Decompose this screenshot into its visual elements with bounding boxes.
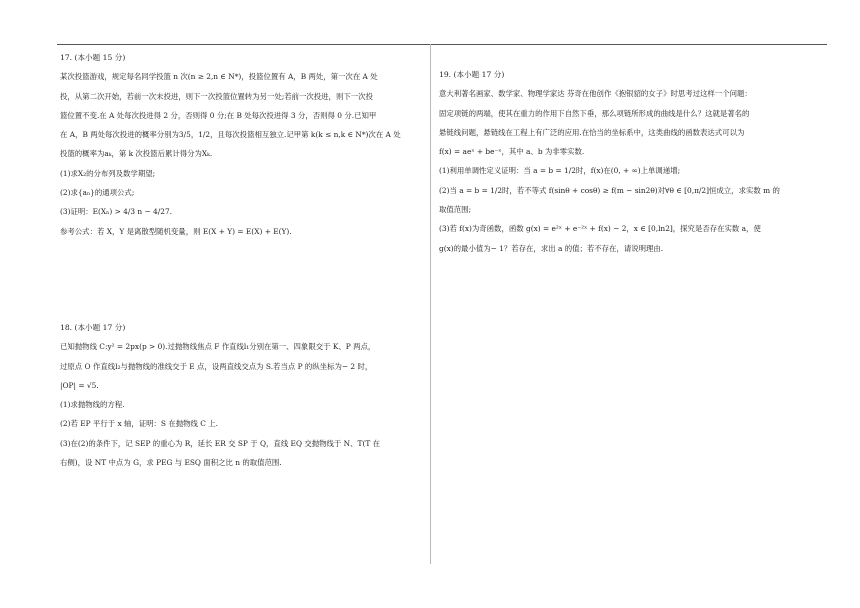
- question-18-part-2: (2)若 EP 平行于 x 轴，证明：S 在抛物线 C 上.: [60, 419, 218, 429]
- question-17-line: 某次投篮游戏，规定每名同学投篮 n 次(n ≥ 2,n ∈ N*)，投篮位置有 A，B 两处，第一次在 A 处: [60, 72, 378, 82]
- question-18-part-3: (3)在(2)的条件下，记 SEP 的重心为 R，延长 ER 交 SP 于 Q，直线 EQ 交抛物线于 N、T(T 在: [60, 438, 381, 448]
- question-18-header: 18. (本小题 17 分): [60, 322, 126, 332]
- question-17-part-2: (2)求{aₙ}的通项公式;: [60, 188, 135, 198]
- spacer: [60, 241, 422, 318]
- question-17-part-3: (3)证明：E(Xₙ) > 4/3 n − 4/27.: [60, 207, 172, 217]
- question-17: [60, 48, 422, 241]
- question-19-line: 意大利著名画家、数学家、物理学家达 芬奇在他创作《抱银貂的女子》时思考过这样一个问题：: [439, 89, 752, 99]
- question-19-line: f(x) = aeˣ + be⁻ˣ，其中 a、b 为非零实数.: [439, 147, 585, 157]
- question-18-line: 过原点 O 作直线l₂与抛物线的准线交于 E 点，设两直线交点为 S.若当点 P 的纵坐标为− 2 时，: [60, 361, 373, 371]
- question-18: [60, 318, 422, 472]
- question-17-part-1: (1)求X₂的分布列及数学期望;: [60, 168, 156, 178]
- right-column: [439, 48, 803, 258]
- question-17-line: 投，从第二次开始，若前一次未投进，则下一次投篮位置转为另一处;若前一次投进，则下一次投: [60, 91, 373, 101]
- question-19: [439, 65, 803, 258]
- question-19-line: 悬链线问题，悬链线在工程上有广泛的应用.在恰当的坐标系中，这类曲线的函数表达式可以为: [439, 127, 745, 137]
- question-17-line: 在 A，B 两处每次投进的概率分别为3/5，1/2，且每次投篮相互独立.记甲第 k(k ≤ n,k ∈ N*)次在 A 处: [60, 130, 401, 140]
- column-divider: [430, 44, 431, 564]
- question-17-line: 投篮的概率为aₖ，第 k 次投篮后累计得分为Xₖ.: [60, 149, 213, 159]
- question-19-header: 19. (本小题 17 分): [439, 70, 505, 79]
- question-18-part-1: (1)求抛物线的方程.: [60, 400, 125, 410]
- question-18-line: 已知抛物线 C:y² = 2px(p > 0).过抛物线焦点 F 作直线l₁分别在第一、四象限交于 K、P 两点，: [60, 342, 376, 352]
- question-17-header: 17. (本小题 15 分): [60, 53, 126, 62]
- question-18-line: |OP| = √5.: [60, 380, 99, 390]
- question-19-line: 取值范围;: [439, 205, 472, 215]
- question-17-reference: 参考公式：若 X，Y 是离散型随机变量，则 E(X + Y) = E(X) + E(Y).: [60, 226, 292, 236]
- question-19-part-3: (3)若 f(x)为奇函数，函数 g(x) = e²ˣ + e⁻²ˣ + f(x) − 2，x ∈ [0,ln2]，探究是否存在实数 a，使: [439, 224, 761, 234]
- left-column: [60, 48, 422, 472]
- question-19-line: 固定项链的两端，使其在重力的作用下自然下垂，那么项链所形成的曲线是什么？这就是著名的: [439, 108, 750, 118]
- question-18-line: 右侧)，设 NT 中点为 G，求 PEG 与 ESQ 面积之比 n 的取值范围.: [60, 458, 282, 468]
- top-rule: [57, 44, 827, 45]
- question-19-line: g(x)的最小值为− 1？若存在，求出 a 的值；若不存在，请说明理由.: [439, 243, 664, 253]
- question-19-part-2: (2)当 a = b = 1/2时，若不等式 f(sinθ + cosθ) ≥ f(m − sin2θ)对∀θ ∈ [0,π/2]恒成立，求实数 m 的: [439, 185, 780, 195]
- question-17-line: 篮位置不变.在 A 处每次投进得 2 分，否则得 0 分;在 B 处每次投进得 3 分，否则得 0 分.已知甲: [60, 110, 377, 120]
- question-19-part-1: (1)利用单调性定义证明：当 a = b = 1/2时，f(x)在(0, + ∞)上单调递增;: [439, 166, 681, 176]
